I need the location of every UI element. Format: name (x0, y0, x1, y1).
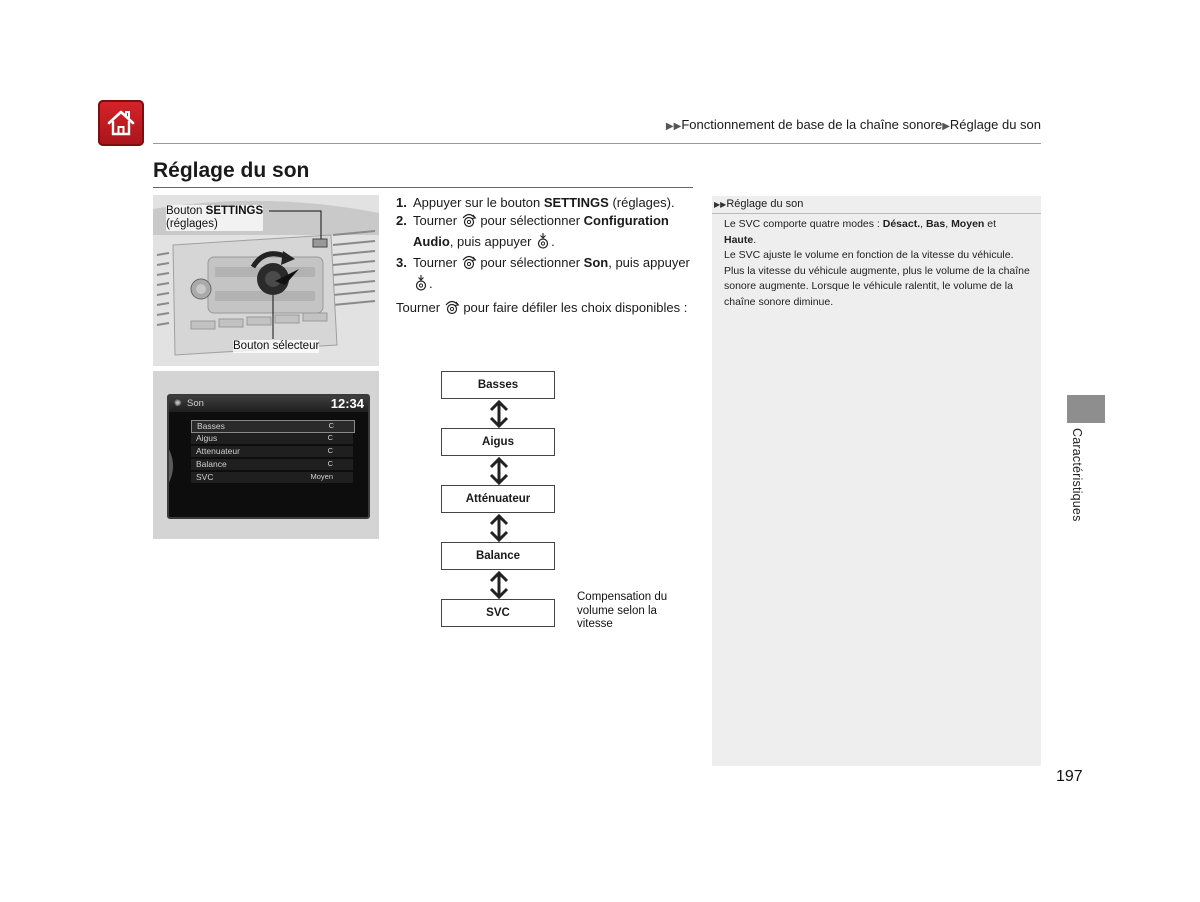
screen-illustration (153, 371, 379, 539)
step-1: 1. Appuyer sur le bouton SETTINGS (réglages). (396, 195, 675, 210)
scroll-instruction: Tourner pour faire défiler les choix disponibles : (396, 299, 687, 320)
flow-item-attenuateur: Atténuateur (441, 485, 555, 513)
press-knob-icon (413, 275, 429, 296)
flow-item-aigus: Aigus (441, 428, 555, 456)
screen-row: Basses C (191, 420, 355, 433)
chapter-tab[interactable] (1067, 395, 1105, 423)
screen-row: Balance C (191, 459, 353, 470)
svc-note: Compensation du volume selon la vitesse (577, 591, 668, 630)
link-arrow-icon: ▶▶ (714, 200, 727, 209)
selector-button-callout: Bouton sélecteur (233, 340, 320, 352)
rotate-knob-icon (461, 254, 477, 275)
step-3: 3. Tourner pour sélectionner Son, puis appuyer . (396, 254, 696, 296)
side-note-panel (712, 196, 1041, 766)
double-arrow-icon (488, 514, 510, 542)
side-note-text (724, 217, 1030, 310)
double-arrow-icon (488, 400, 510, 428)
double-arrow-icon (488, 571, 510, 599)
flow-item-svc: SVC (441, 599, 555, 627)
breadcrumb-section[interactable]: Fonctionnement de base de la chaîne sonore (681, 117, 943, 132)
screen-row: Attenuateur C (191, 446, 353, 457)
chapter-label: Caractéristiques (1070, 428, 1084, 522)
page-title: Réglage du son (153, 159, 310, 182)
console-illustration (153, 195, 379, 366)
page-number: 197 (1056, 768, 1083, 785)
header-divider (153, 143, 1041, 144)
screen-row: Aigus C (191, 433, 353, 444)
breadcrumb-current: Réglage du son (949, 117, 1041, 132)
home-button[interactable] (98, 100, 144, 146)
title-divider (153, 187, 693, 188)
side-note-heading[interactable]: ▶▶Réglage du son (712, 196, 1041, 214)
home-icon (105, 107, 137, 139)
flow-item-balance: Balance (441, 542, 555, 570)
breadcrumb (666, 117, 1041, 132)
screen-clock: 12:34 (330, 396, 364, 411)
side-note-paragraph: Le SVC comporte quatre modes : Désact., Bas, Moyen et Haute. (724, 218, 997, 246)
screen-row: SVC Moyen (191, 472, 353, 483)
side-note-paragraph: Le SVC ajuste le volume en fonction de la vitesse du véhicule. Plus la vitesse du véhicule augmente, plus le volume de la chaîne sonore augmente. Lorsque le véhicule ralentit, le volume de la chaîne sonore diminue. (724, 249, 1030, 308)
press-knob-icon (535, 233, 551, 254)
screen-title: Son (187, 398, 204, 409)
screen-header (169, 396, 368, 412)
rotate-knob-icon (444, 299, 460, 320)
settings-gear-icon: ✺ (174, 398, 182, 408)
screen-arc-decoration (167, 436, 185, 496)
double-arrow-icon (488, 457, 510, 485)
rotate-knob-icon (461, 212, 477, 233)
flow-item-basses: Basses (441, 371, 555, 399)
audio-screen (167, 394, 370, 519)
breadcrumb-arrow-icon: ▶ (942, 121, 950, 132)
settings-button-callout: Bouton SETTINGS (réglages) (166, 205, 264, 230)
breadcrumb-arrow-icon: ▶▶ (665, 121, 682, 132)
instruction-steps (396, 194, 696, 296)
step-2: 2. Tourner pour sélectionner Configuration Audio, puis appuyer . (396, 212, 696, 254)
